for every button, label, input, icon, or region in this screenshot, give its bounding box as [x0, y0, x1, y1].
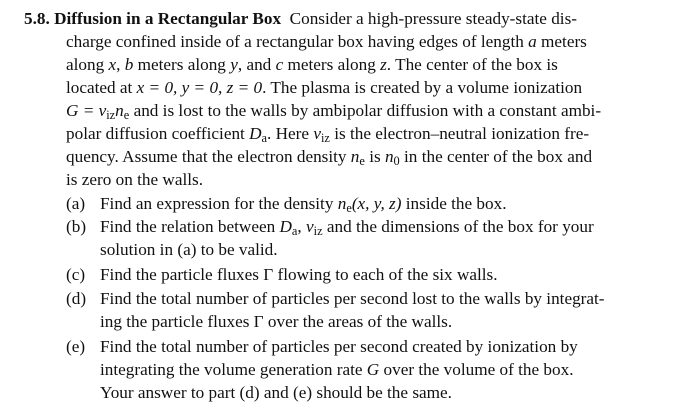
part-text: inside the box. [401, 194, 507, 213]
problem-line-8 [66, 169, 203, 191]
part-b-line-2 [100, 239, 278, 261]
math-var: x [108, 55, 117, 74]
statement-text: , [116, 55, 125, 74]
statement-text: quency. Assume that the electron density [66, 147, 351, 166]
statement-text: Consider a high-pressure steady-state dis- [289, 9, 577, 28]
statement-text: meters [536, 32, 587, 51]
statement-text: is zero on the walls. [66, 170, 203, 189]
statement-text: is the electron–neutral ionization fre- [329, 124, 590, 143]
math-subscript: iz [313, 224, 323, 239]
math-var: n [115, 101, 124, 120]
problem-line-4 [66, 77, 582, 99]
statement-text: meters along [133, 55, 231, 74]
math-subscript: e [346, 201, 352, 216]
part-label: (a) [66, 194, 86, 213]
math-var: y [230, 55, 238, 74]
math-var: G [366, 360, 380, 379]
part-e-line-2 [100, 359, 574, 381]
statement-text: . The plasma is created by a volume ionization [262, 78, 583, 97]
problem-line-7 [66, 146, 592, 168]
statement-text: polar diffusion coefficient [66, 124, 250, 143]
statement-text: located at [66, 78, 137, 97]
problem-title: Diffusion in a Rectangular Box [54, 9, 282, 28]
statement-text: in the center of the box and [399, 147, 593, 166]
problem-line-2 [66, 31, 587, 53]
statement-text: . Here [267, 124, 314, 143]
part-e-line-3 [100, 382, 452, 404]
math-subscript: iz [106, 108, 116, 123]
math-subscript: e [359, 154, 365, 169]
problem-number: 5.8. [24, 9, 50, 28]
part-d-line-2 [100, 311, 452, 333]
problem-line-6 [66, 123, 589, 145]
statement-text: meters along [283, 55, 381, 74]
math-subscript: a [291, 224, 298, 239]
statement-text: , and [237, 55, 276, 74]
part-text: Your answer to part (d) and (e) should be the same. [100, 383, 452, 402]
part-c [66, 264, 498, 286]
math-expr: (x, y, z) [351, 194, 402, 213]
math-expr: G = ν [66, 101, 107, 120]
part-label: (c) [66, 265, 86, 284]
part-label: (d) [66, 289, 87, 308]
statement-text: along [66, 55, 109, 74]
math-var: ν [313, 124, 321, 143]
part-text: and the dimensions of the box for your [322, 217, 594, 236]
math-subscript: e [123, 108, 130, 123]
math-subscript: 0 [393, 154, 400, 169]
math-subscript: a [261, 131, 268, 146]
part-label: (e) [66, 337, 86, 356]
part-text: solution in (a) to be valid. [100, 240, 278, 259]
part-text: ing the particle fluxes Γ over the areas of the walls. [100, 312, 453, 331]
math-var: n [384, 147, 394, 166]
math-var: b [124, 55, 134, 74]
math-subscript: iz [320, 131, 330, 146]
part-text: Find the particle fluxes Γ flowing to each of the six walls. [100, 265, 498, 284]
part-text: integrating the volume generation rate [100, 360, 367, 379]
part-b [66, 216, 594, 238]
problem-line-1 [24, 8, 577, 30]
problem-line-5 [66, 100, 601, 122]
statement-text: . The center of the box is [386, 55, 558, 74]
part-text: Find the relation between [100, 217, 280, 236]
math-var: z [380, 55, 387, 74]
math-var: c [275, 55, 284, 74]
part-text: Find the total number of particles per second created by ionization by [100, 337, 578, 356]
math-expr: x = 0, y = 0, z = 0 [136, 78, 263, 97]
problem-line-3 [66, 54, 558, 76]
part-label: (b) [66, 217, 87, 236]
part-text: , [297, 217, 306, 236]
math-var: n [337, 194, 347, 213]
statement-text: is [364, 147, 385, 166]
math-var: ν [305, 217, 314, 236]
part-text: Find the total number of particles per second lost to the walls by integrat- [100, 289, 605, 308]
part-text: Find an expression for the density [100, 194, 338, 213]
math-var: n [350, 147, 360, 166]
part-e [66, 336, 578, 358]
math-var: D [249, 124, 262, 143]
statement-text: and is lost to the walls by ambipolar diffusion with a constant ambi- [129, 101, 602, 120]
part-text: over the volume of the box. [379, 360, 574, 379]
math-var: a [528, 32, 537, 51]
part-d [66, 288, 605, 310]
math-var: D [279, 217, 292, 236]
statement-text: charge confined inside of a rectangular box having edges of length [66, 32, 529, 51]
part-a [66, 193, 507, 215]
